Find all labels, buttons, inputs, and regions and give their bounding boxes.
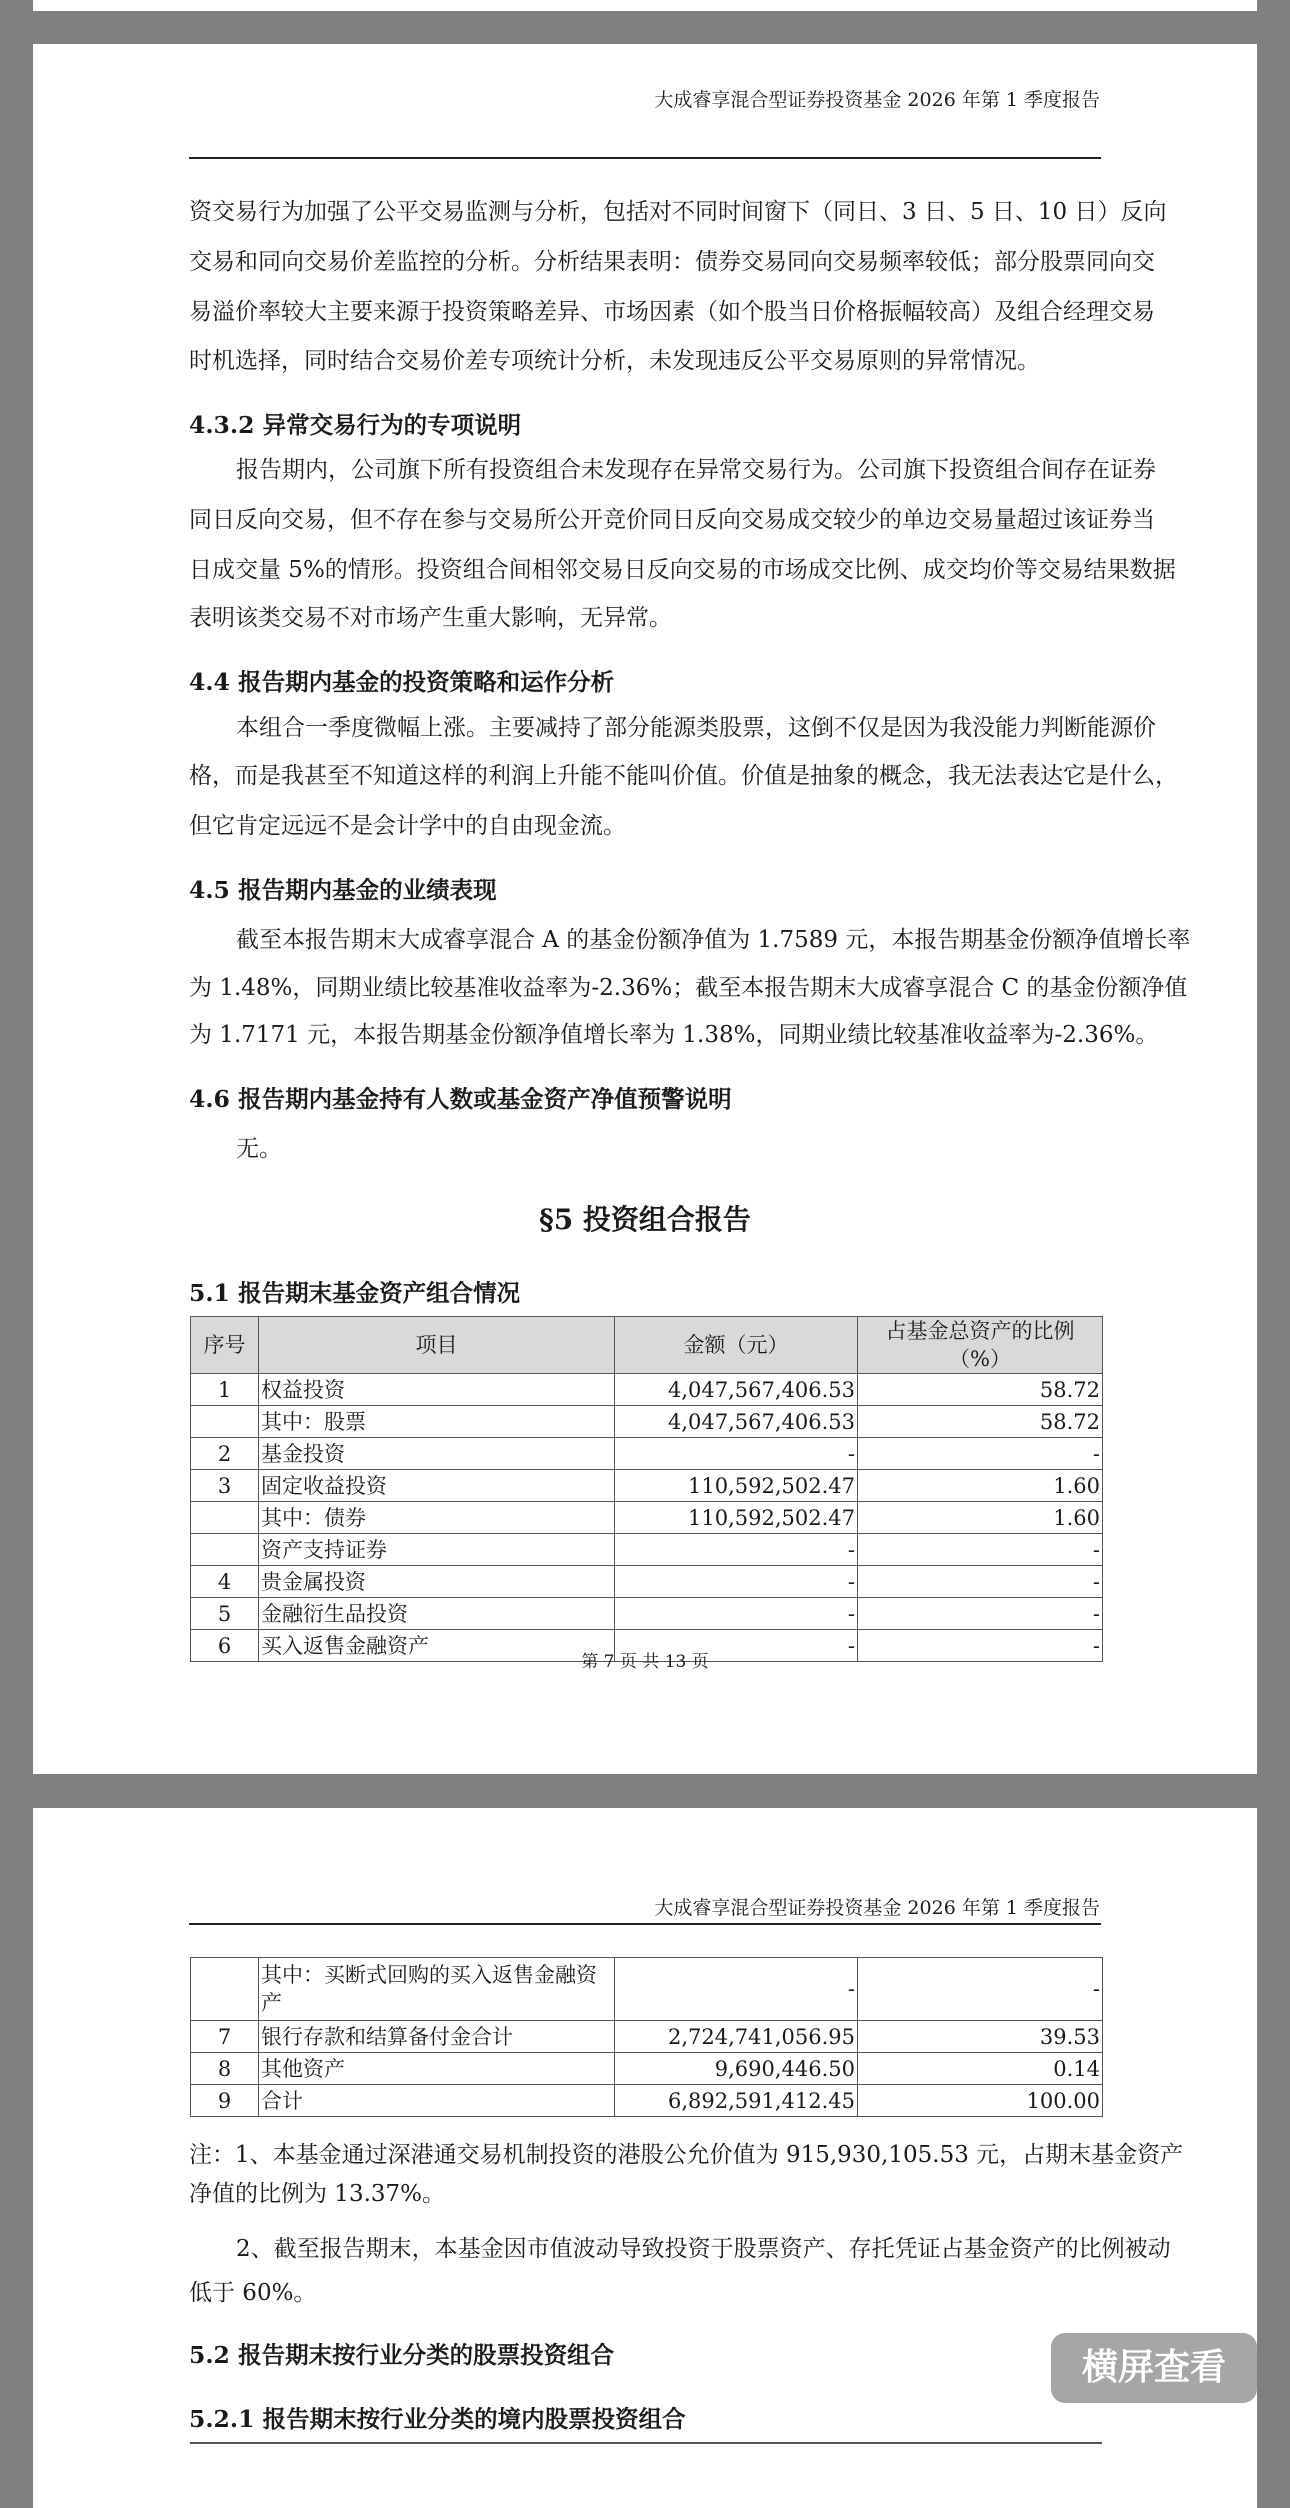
row-ratio: - [858, 1630, 1103, 1662]
row-amount: - [615, 1566, 858, 1598]
paragraph-line: 同日反向交易，但不存在参与交易所公开竞价同日反向交易成交较少的单边交易量超过该证券当 [189, 507, 1155, 533]
row-index: 2 [191, 1438, 259, 1470]
row-amount: 4,047,567,406.53 [615, 1374, 858, 1406]
table-row [191, 2053, 1103, 2085]
column-header-index: 序号 [191, 1317, 259, 1374]
table-row [191, 1534, 1103, 1566]
row-item: 其他资产 [259, 2053, 615, 2085]
column-header-ratio: 占基金总资产的比例（%） [858, 1317, 1103, 1374]
asset-allocation-table [190, 1316, 1103, 1662]
table-row [191, 2021, 1103, 2053]
row-index [191, 1534, 259, 1566]
column-header-amount: 金额（元） [615, 1317, 858, 1374]
paragraph-line: 截至本报告期末大成睿享混合 A 的基金份额净值为 1.7589 元，本报告期基金份额净值增长率 [236, 927, 1191, 953]
row-index [191, 1958, 259, 2021]
row-item: 其中：股票 [259, 1406, 615, 1438]
paragraph-line: 时机选择，同时结合交易价差专项统计分析，未发现违反公平交易原则的异常情况。 [189, 348, 1040, 374]
row-item: 金融衍生品投资 [259, 1598, 615, 1630]
row-amount: - [615, 1630, 858, 1662]
row-amount: 6,892,591,412.45 [615, 2085, 858, 2117]
row-amount: - [615, 1438, 858, 1470]
paragraph-line: 为 1.7171 元，本报告期基金份额净值增长率为 1.38%，同期业绩比较基准收益率为-2.36%。 [189, 1022, 1159, 1048]
heading-5-2: 5.2 报告期末按行业分类的股票投资组合 [189, 2341, 615, 2369]
header-rule [189, 1923, 1101, 1925]
row-ratio: 1.60 [858, 1470, 1103, 1502]
row-item: 权益投资 [259, 1374, 615, 1406]
paragraph-line: 表明该类交易不对市场产生重大影响，无异常。 [189, 605, 672, 631]
heading-5-1: 5.1 报告期末基金资产组合情况 [189, 1279, 521, 1307]
table-row [191, 1566, 1103, 1598]
next-table-top-edge [190, 2442, 1102, 2444]
row-ratio: - [858, 1958, 1103, 2021]
heading-4-5: 4.5 报告期内基金的业绩表现 [189, 876, 497, 904]
row-index [191, 1502, 259, 1534]
row-index: 8 [191, 2053, 259, 2085]
row-index: 7 [191, 2021, 259, 2053]
paragraph-line: 报告期内，公司旗下所有投资组合未发现存在异常交易行为。公司旗下投资组合间存在证券 [236, 457, 1156, 483]
table-row [191, 1502, 1103, 1534]
table-row [191, 1406, 1103, 1438]
table-row [191, 1470, 1103, 1502]
note-line: 低于 60%。 [189, 2280, 317, 2306]
row-ratio: 100.00 [858, 2085, 1103, 2117]
note-line: 注：1、本基金通过深港通交易机制投资的港股公允价值为 915,930,105.53 元，占期末基金资产 [189, 2142, 1184, 2168]
row-item: 合计 [259, 2085, 615, 2117]
row-item: 固定收益投资 [259, 1470, 615, 1502]
row-index: 1 [191, 1374, 259, 1406]
row-ratio: 39.53 [858, 2021, 1103, 2053]
row-index: 9 [191, 2085, 259, 2117]
table-row [191, 2085, 1103, 2117]
heading-4-6: 4.6 报告期内基金持有人数或基金资产净值预警说明 [189, 1085, 732, 1113]
heading-4-4: 4.4 报告期内基金的投资策略和运作分析 [189, 668, 615, 696]
row-amount: 9,690,446.50 [615, 2053, 858, 2085]
row-amount: 2,724,741,056.95 [615, 2021, 858, 2053]
previous-page-edge [33, 0, 1257, 11]
document-page-8 [33, 1808, 1257, 2508]
table-row [191, 1374, 1103, 1406]
paragraph-line: 无。 [236, 1136, 282, 1162]
row-ratio: 58.72 [858, 1374, 1103, 1406]
running-header: 大成睿享混合型证券投资基金 2026 年第 1 季度报告 [654, 89, 1100, 111]
row-index: 4 [191, 1566, 259, 1598]
paragraph-line: 资交易行为加强了公平交易监测与分析，包括对不同时间窗下（同日、3 日、5 日、10 日）反向 [189, 199, 1167, 225]
row-item: 其中：买断式回购的买入返售金融资产 [259, 1958, 615, 2021]
note-line: 2、截至报告期末，本基金因市值波动导致投资于股票资产、存托凭证占基金资产的比例被动 [236, 2236, 1171, 2262]
row-ratio: - [858, 1534, 1103, 1566]
row-amount: 4,047,567,406.53 [615, 1406, 858, 1438]
paragraph-line: 格，而是我甚至不知道这样的利润上升能不能叫价值。价值是抽象的概念，我无法表达它是什么， [189, 763, 1178, 789]
row-index: 5 [191, 1598, 259, 1630]
running-header: 大成睿享混合型证券投资基金 2026 年第 1 季度报告 [654, 1897, 1100, 1919]
row-ratio: - [858, 1566, 1103, 1598]
row-amount: 110,592,502.47 [615, 1502, 858, 1534]
table-row [191, 1598, 1103, 1630]
row-amount: - [615, 1598, 858, 1630]
asset-allocation-table-continued [190, 1957, 1103, 2117]
row-ratio: 1.60 [858, 1502, 1103, 1534]
paragraph-line: 易溢价率较大主要来源于投资策略差异、市场因素（如个股当日价格振幅较高）及组合经理交易 [189, 299, 1155, 325]
row-amount: - [615, 1534, 858, 1566]
row-ratio: 0.14 [858, 2053, 1103, 2085]
row-ratio: - [858, 1598, 1103, 1630]
row-index: 6 [191, 1630, 259, 1662]
paragraph-line: 为 1.48%，同期业绩比较基准收益率为-2.36%；截至本报告期末大成睿享混合 C 的基金份额净值 [189, 975, 1188, 1001]
page-footer: 第 7 页 共 13 页 [581, 1652, 709, 1672]
document-page-7 [33, 44, 1257, 1774]
row-ratio: - [858, 1438, 1103, 1470]
paragraph-line: 日成交量 5%的情形。投资组合间相邻交易日反向交易的市场成交比例、成交均价等交易结果数据 [189, 557, 1176, 583]
row-item: 其中：债券 [259, 1502, 615, 1534]
row-index: 3 [191, 1470, 259, 1502]
paragraph-line: 本组合一季度微幅上涨。主要减持了部分能源类股票，这倒不仅是因为我没能力判断能源价 [236, 715, 1156, 741]
row-item: 资产支持证券 [259, 1534, 615, 1566]
heading-4-3-2: 4.3.2 异常交易行为的专项说明 [189, 411, 522, 439]
note-line: 净值的比例为 13.37%。 [189, 2181, 446, 2207]
header-rule [189, 157, 1101, 159]
row-amount: 110,592,502.47 [615, 1470, 858, 1502]
table-row [191, 1958, 1103, 2021]
row-amount: - [615, 1958, 858, 2021]
row-ratio: 58.72 [858, 1406, 1103, 1438]
heading-5-2-1: 5.2.1 报告期末按行业分类的境内股票投资组合 [189, 2405, 686, 2433]
rotate-landscape-button[interactable]: 横屏查看 [1051, 2333, 1257, 2403]
row-index [191, 1406, 259, 1438]
row-item: 买入返售金融资产 [259, 1630, 615, 1662]
paragraph-line: 交易和同向交易价差监控的分析。分析结果表明：债券交易同向交易频率较低；部分股票同向交 [189, 249, 1155, 275]
section-5-title: §5 投资组合报告 [539, 1203, 751, 1236]
row-item: 基金投资 [259, 1438, 615, 1470]
paragraph-line: 但它肯定远远不是会计学中的自由现金流。 [189, 813, 626, 839]
row-item: 银行存款和结算备付金合计 [259, 2021, 615, 2053]
column-header-item: 项目 [259, 1317, 615, 1374]
row-item: 贵金属投资 [259, 1566, 615, 1598]
table-row [191, 1438, 1103, 1470]
